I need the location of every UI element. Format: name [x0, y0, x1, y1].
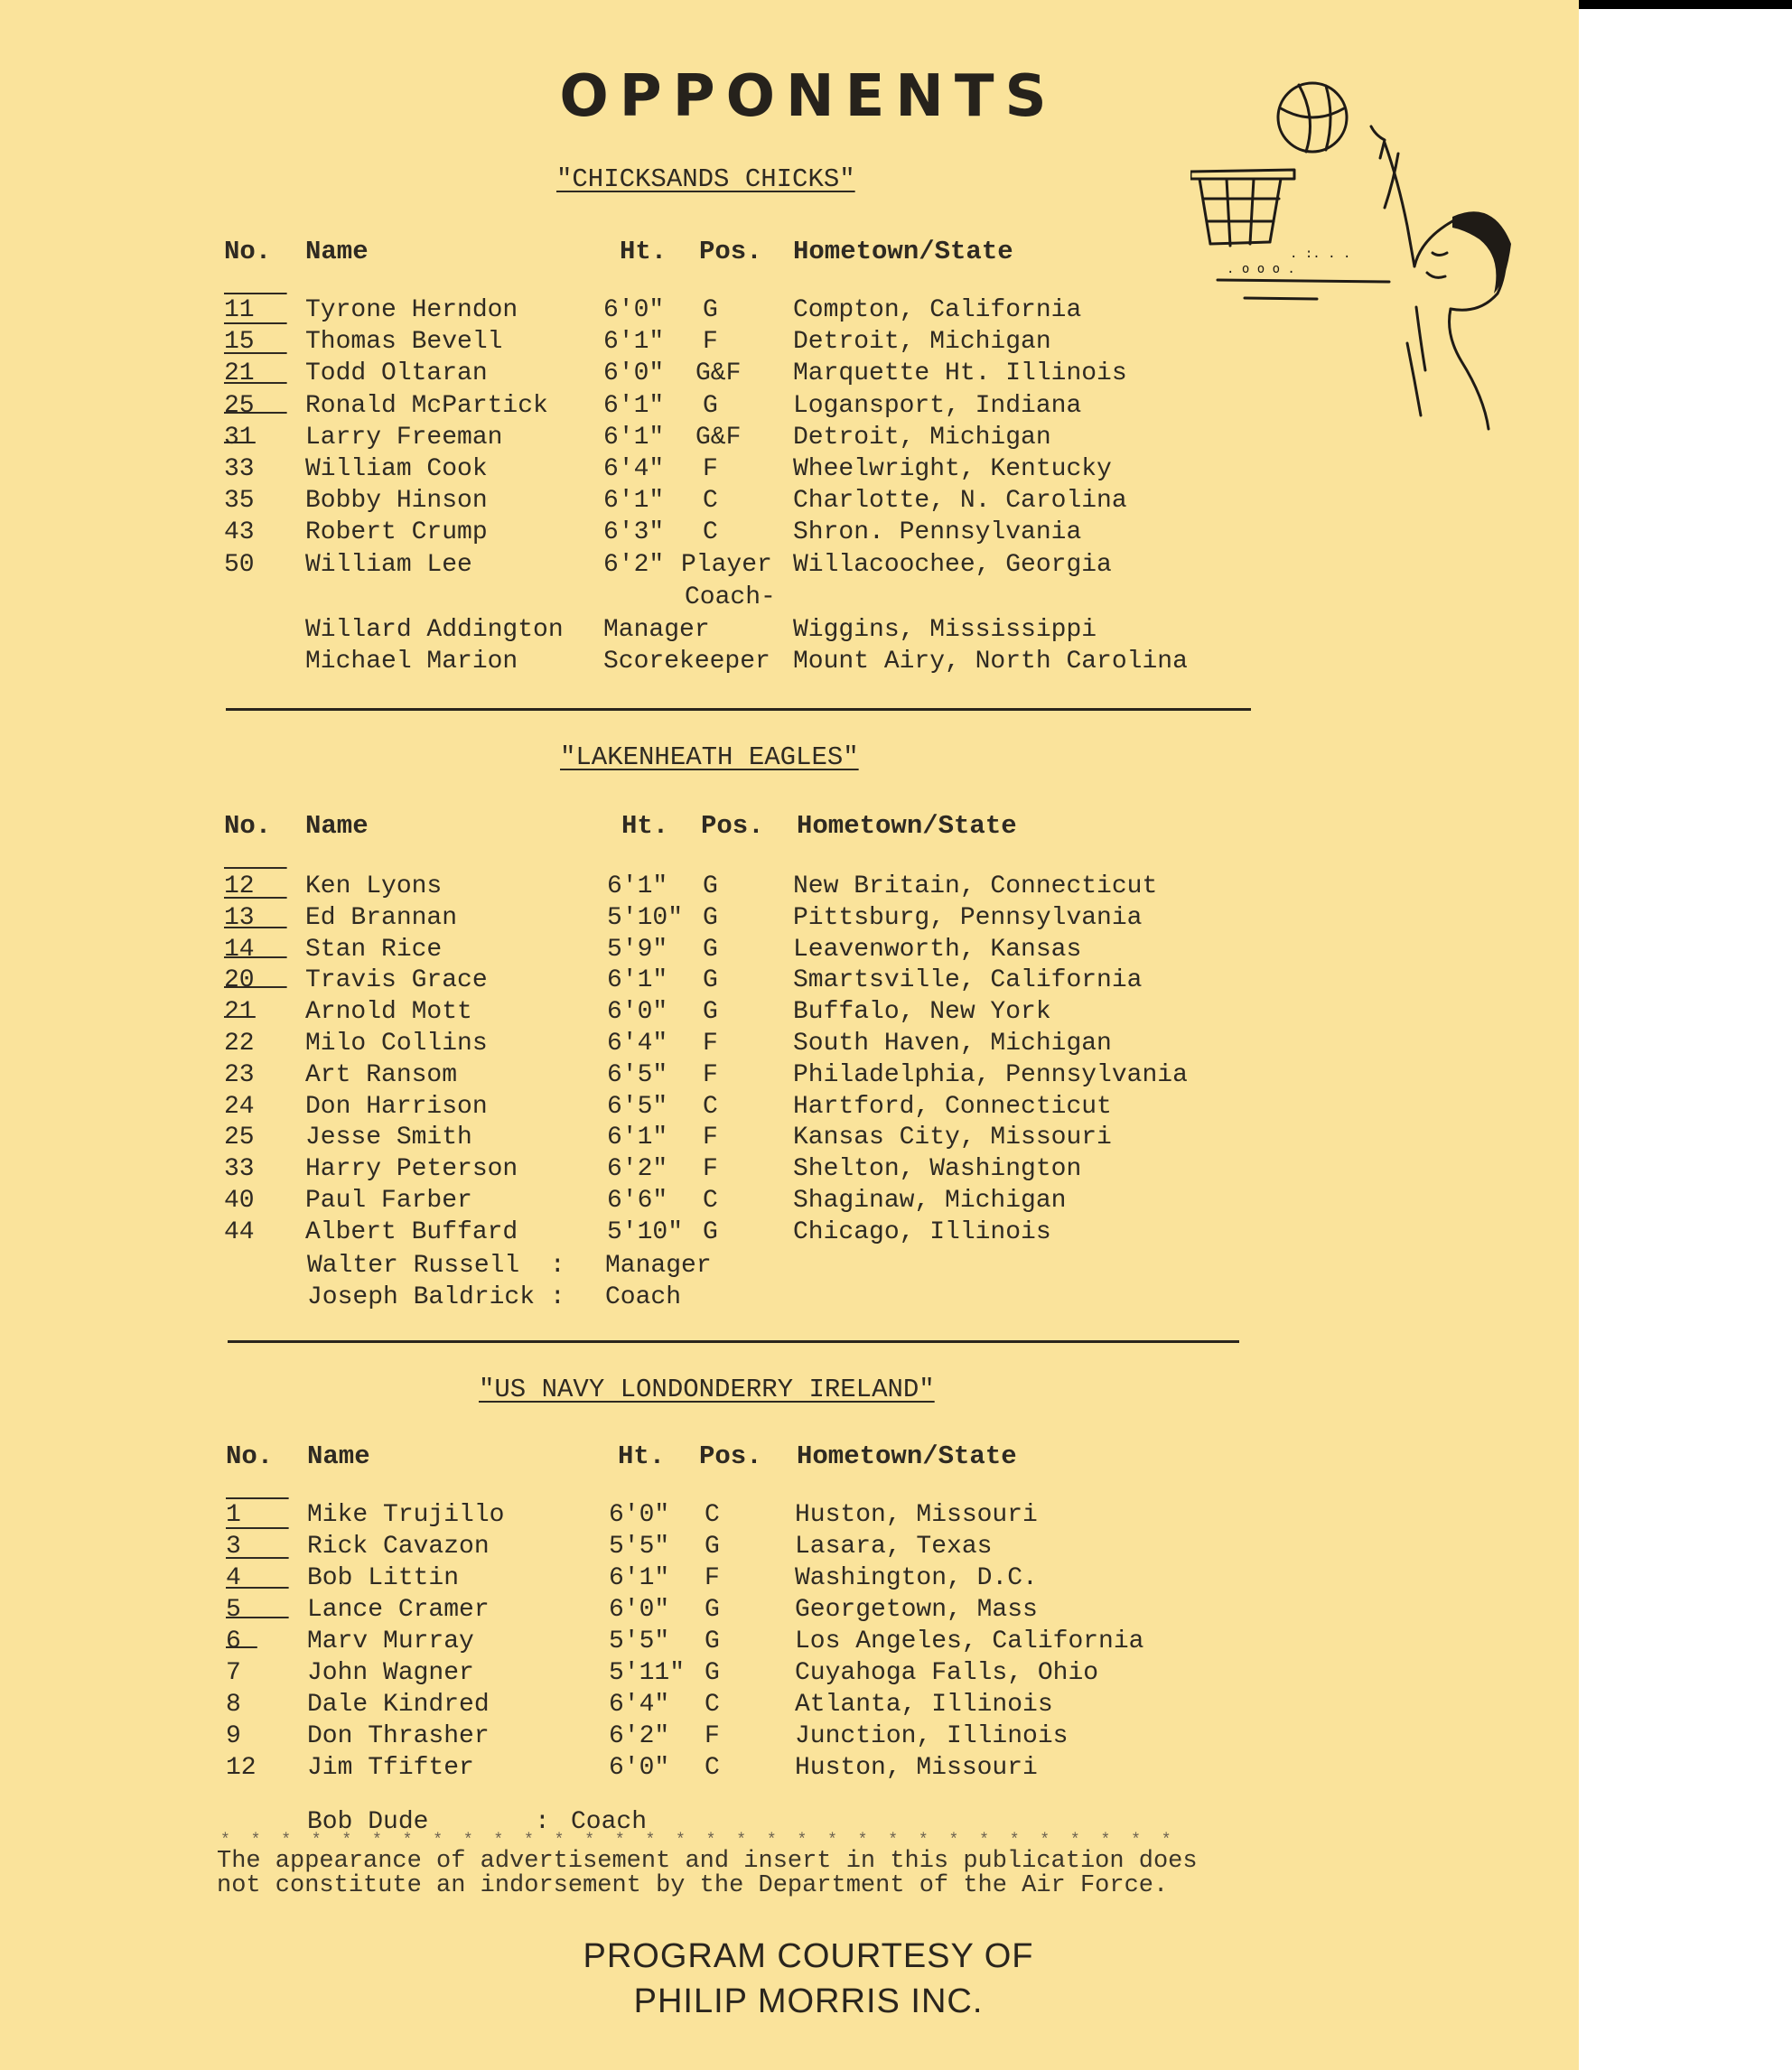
player-number: 25	[224, 1124, 255, 1152]
header-name: Name	[307, 1441, 370, 1471]
staff-row	[224, 616, 1218, 648]
table-row	[224, 328, 1218, 360]
staff-row	[224, 648, 1218, 680]
player-number: 24	[224, 1092, 255, 1121]
player-name: Art Ransom	[305, 1060, 458, 1089]
staff-name: Willard Addington	[305, 616, 564, 644]
player-number: 22	[224, 1030, 255, 1058]
player-name: Albert Buffard	[305, 1217, 518, 1246]
player-name: Don Harrison	[305, 1092, 488, 1121]
team-title-us-navy: "US NAVY LONDONDERRY IRELAND"	[479, 1375, 935, 1404]
table-row	[224, 455, 1218, 488]
player-hometown: South Haven, Michigan	[793, 1030, 1112, 1058]
player-hometown: Georgetown, Mass	[795, 1596, 1038, 1624]
player-position: C	[703, 1187, 718, 1215]
player-height: 6'4"	[609, 1691, 670, 1719]
player-number: 12	[226, 1754, 257, 1782]
header-name: Name	[305, 811, 369, 841]
player-number: 43	[224, 518, 255, 547]
player-position: C	[703, 487, 718, 516]
player-height: 6'0"	[603, 296, 665, 324]
player-position: G	[703, 391, 718, 420]
staff-role: Coach	[605, 1283, 682, 1311]
courtesy-sponsor: PHILIP MORRIS INC.	[633, 1982, 984, 2020]
player-hometown: Huston, Missouri	[795, 1754, 1038, 1782]
player-position: F	[703, 455, 718, 483]
player-name: Milo Collins	[305, 1030, 488, 1058]
staff-row	[226, 1283, 1219, 1316]
player-hometown: Detroit, Michigan	[793, 423, 1051, 452]
coach-line	[224, 583, 1037, 616]
table-row	[226, 1659, 1219, 1692]
player-height: 6'0"	[609, 1596, 670, 1624]
player-height: 6'1"	[607, 872, 668, 900]
player-height: 6'1"	[603, 328, 665, 357]
player-number: 6	[226, 1627, 241, 1655]
table-row	[226, 1564, 1219, 1597]
staff-row	[226, 1252, 1219, 1284]
player-hometown: Compton, California	[793, 296, 1082, 324]
basketball-player-illustration	[1190, 72, 1516, 434]
player-height: 5'10"	[607, 903, 684, 932]
player-height: 6'0"	[609, 1754, 670, 1782]
player-name: Ed Brannan	[305, 903, 458, 932]
player-position: G	[703, 935, 718, 964]
player-hometown: Charlotte, N. Carolina	[793, 487, 1127, 516]
player-position: G	[703, 998, 718, 1027]
player-height: 5'5"	[609, 1533, 670, 1561]
player-hometown: Philadelphia, Pennsylvania	[793, 1060, 1188, 1089]
header-no: No.	[226, 1441, 274, 1471]
svg-text:. o o o .: . o o o .	[1227, 262, 1295, 276]
player-number: 7	[226, 1659, 241, 1687]
player-name: Tyrone Herndon	[305, 296, 518, 324]
player-number: 21	[224, 998, 255, 1027]
header-no: No.	[224, 237, 272, 266]
courtesy-line: PROGRAM COURTESY OF	[583, 1937, 1034, 1975]
page-title: OPPONENTS	[559, 63, 1058, 130]
table-row	[226, 1691, 1219, 1723]
player-height: 6'0"	[609, 1501, 670, 1529]
header-pos: Pos.	[699, 237, 762, 266]
table-row	[224, 1187, 1218, 1219]
player-hometown: Kansas City, Missouri	[793, 1124, 1112, 1152]
player-height: 6'3"	[603, 518, 665, 547]
player-number: 13	[224, 903, 255, 932]
table-row	[224, 998, 1218, 1030]
player-number: 9	[226, 1722, 241, 1750]
player-hometown: Shron. Pennsylvania	[793, 518, 1082, 547]
player-number: 12	[224, 872, 255, 900]
staff-role: Coach	[571, 1808, 648, 1836]
player-position: C	[705, 1501, 720, 1529]
player-hometown: Smartsville, California	[793, 966, 1143, 995]
coach-label: Coach-	[685, 583, 776, 611]
player-position: F	[703, 1155, 718, 1184]
player-hometown: Wheelwright, Kentucky	[793, 455, 1112, 483]
player-number: 3	[226, 1533, 241, 1561]
player-position: G	[705, 1596, 720, 1624]
table-row	[224, 424, 1218, 456]
header-home: Hometown/State	[793, 237, 1013, 266]
header-ht: Ht.	[620, 237, 667, 266]
table-row	[224, 966, 1218, 999]
player-hometown: New Britain, Connecticut	[793, 872, 1158, 900]
player-height: 5'9"	[607, 935, 668, 964]
player-position: G&F	[695, 423, 742, 452]
player-position: G	[703, 872, 718, 900]
table-row	[224, 359, 1218, 392]
table-row	[226, 1533, 1219, 1565]
header-no: No.	[224, 811, 272, 841]
table-row	[224, 487, 1218, 519]
table-row	[224, 296, 1218, 329]
table-row	[224, 936, 1218, 968]
staff-role: Manager	[603, 616, 710, 644]
player-hometown: Hartford, Connecticut	[793, 1092, 1112, 1121]
header-ht: Ht.	[621, 811, 669, 841]
player-height: 6'6"	[607, 1187, 668, 1215]
player-number: 5	[226, 1596, 241, 1624]
player-number: 4	[226, 1564, 241, 1592]
table-row	[226, 1722, 1219, 1755]
player-hometown: Atlanta, Illinois	[795, 1691, 1053, 1719]
player-number: 50	[224, 550, 255, 579]
disclaimer-line: The appearance of advertisement and insert in this publication does	[217, 1848, 1198, 1875]
header-ht: Ht.	[618, 1441, 666, 1471]
player-position: F	[705, 1564, 720, 1592]
player-number: 8	[226, 1691, 241, 1719]
player-name: Todd Oltaran	[305, 359, 488, 388]
player-height: 6'1"	[607, 966, 668, 995]
player-name: Lance Cramer	[307, 1596, 490, 1624]
player-height: 6'1"	[603, 487, 665, 516]
player-number: 33	[224, 1155, 255, 1184]
player-name: Mike Trujillo	[307, 1501, 505, 1529]
staff-name: Walter Russell :	[307, 1252, 565, 1280]
player-name: Ken Lyons	[305, 872, 443, 900]
player-position: G	[703, 966, 718, 995]
player-hometown: Logansport, Indiana	[793, 391, 1082, 420]
staff-role: Manager	[605, 1252, 712, 1280]
table-row	[226, 1627, 1219, 1660]
player-height: 5'11"	[609, 1659, 686, 1687]
player-name: Travis Grace	[305, 966, 488, 995]
player-position: C	[703, 1092, 718, 1121]
player-number: 40	[224, 1187, 255, 1215]
player-position: F	[703, 1060, 718, 1089]
player-name: William Lee	[305, 550, 472, 579]
header-pos: Pos.	[701, 811, 764, 841]
table-row	[224, 904, 1218, 937]
player-name: Jim Tfifter	[307, 1754, 474, 1782]
player-name: Dale Kindred	[307, 1691, 490, 1719]
disclaimer-line: not constitute an indorsement by the Department of the Air Force.	[217, 1872, 1169, 1899]
player-position: G	[705, 1627, 720, 1655]
player-height: 6'1"	[603, 423, 665, 452]
player-name: John Wagner	[307, 1659, 474, 1687]
player-hometown: Willacoochee, Georgia	[793, 550, 1112, 579]
table-row	[226, 1501, 1219, 1534]
player-position: F	[703, 1124, 718, 1152]
table-row	[226, 1596, 1219, 1628]
header-pos: Pos.	[699, 1441, 762, 1471]
player-height: 6'4"	[607, 1030, 668, 1058]
player-name: Don Thrasher	[307, 1722, 490, 1750]
player-number: 14	[224, 935, 255, 964]
player-name: Thomas Bevell	[305, 328, 503, 357]
player-hometown: Shelton, Washington	[793, 1155, 1082, 1184]
player-hometown: Los Angeles, California	[795, 1627, 1144, 1655]
player-position: G	[705, 1659, 720, 1687]
player-position: G	[703, 903, 718, 932]
player-height: 6'1"	[609, 1564, 670, 1592]
player-name: Stan Rice	[305, 935, 443, 964]
player-hometown: Lasara, Texas	[795, 1533, 993, 1561]
table-row	[224, 392, 1218, 424]
player-height: 6'2"	[609, 1722, 670, 1750]
player-name: Harry Peterson	[305, 1155, 518, 1184]
player-number: 31	[224, 423, 255, 452]
player-name: Rick Cavazon	[307, 1533, 490, 1561]
player-number: 25	[224, 391, 255, 420]
player-name: Robert Crump	[305, 518, 488, 547]
player-number: 15	[224, 328, 255, 357]
player-name: Jesse Smith	[305, 1124, 472, 1152]
team-title-lakenheath: "LAKENHEATH EAGLES"	[560, 742, 859, 772]
player-hometown: Chicago, Illinois	[793, 1217, 1051, 1246]
player-hometown: Detroit, Michigan	[793, 328, 1051, 357]
player-position: F	[705, 1722, 720, 1750]
player-number: 1	[226, 1501, 241, 1529]
divider	[226, 708, 1251, 711]
player-hometown: Marquette Ht. Illinois	[793, 359, 1127, 388]
staff-name: Michael Marion	[305, 648, 518, 676]
table-row	[224, 1155, 1218, 1188]
disclaimer	[217, 1850, 1198, 1898]
player-height: 6'5"	[607, 1060, 668, 1089]
player-position: C	[705, 1754, 720, 1782]
player-name: Larry Freeman	[305, 423, 503, 452]
table-row	[224, 1093, 1218, 1125]
player-number: 35	[224, 487, 255, 516]
player-number: 23	[224, 1060, 255, 1089]
player-height: 6'0"	[607, 998, 668, 1027]
player-name: Paul Farber	[305, 1187, 472, 1215]
staff-name: Bob Dude :	[307, 1808, 550, 1836]
player-height: 6'0"	[603, 359, 665, 388]
player-hometown: Pittsburg, Pennsylvania	[793, 903, 1143, 932]
player-name: Marv Murray	[307, 1627, 474, 1655]
player-hometown: Cuyahoga Falls, Ohio	[795, 1659, 1099, 1687]
player-name: Bobby Hinson	[305, 487, 488, 516]
player-position: G	[703, 1217, 718, 1246]
table-row	[224, 518, 1218, 551]
player-name: William Cook	[305, 455, 488, 483]
player-position: G	[705, 1533, 720, 1561]
staff-hometown: Wiggins, Mississippi	[793, 616, 1097, 644]
table-row	[224, 1030, 1218, 1062]
player-name: Arnold Mott	[305, 998, 472, 1027]
player-position: C	[705, 1691, 720, 1719]
player-hometown: Buffalo, New York	[793, 998, 1051, 1027]
player-hometown: Junction, Illinois	[795, 1722, 1069, 1750]
player-number: 11	[224, 296, 255, 324]
staff-name: Joseph Baldrick :	[307, 1283, 565, 1311]
player-number: 20	[224, 966, 255, 995]
scan-edge	[1579, 0, 1792, 9]
team-title-chicksands: "CHICKSANDS CHICKS"	[556, 164, 855, 194]
player-hometown: Huston, Missouri	[795, 1501, 1038, 1529]
header-home: Hometown/State	[797, 811, 1017, 841]
player-height: 6'2"	[607, 1155, 668, 1184]
staff-hometown: Mount Airy, North Carolina	[793, 648, 1188, 676]
star-divider: * * * * * * * * * * * * * * * * * * * * * * * * * * * * * * * *	[220, 1832, 1177, 1850]
player-position: F	[703, 1030, 718, 1058]
player-height: 5'10"	[607, 1217, 684, 1246]
player-number: 21	[224, 359, 255, 388]
table-row	[226, 1754, 1219, 1786]
svg-text:. :. . .: . :. . .	[1290, 247, 1351, 261]
player-height: 6'2"	[603, 550, 665, 579]
player-position: G&F	[695, 359, 742, 388]
player-position: F	[703, 328, 718, 357]
player-height: 6'1"	[603, 391, 665, 420]
player-position: C	[703, 518, 718, 547]
player-position: Player	[681, 550, 772, 579]
player-number: 33	[224, 455, 255, 483]
player-position: G	[703, 296, 718, 324]
table-row	[224, 1061, 1218, 1094]
player-height: 6'4"	[603, 455, 665, 483]
player-hometown: Leavenworth, Kansas	[793, 935, 1082, 964]
divider	[228, 1340, 1239, 1343]
table-row	[224, 872, 1218, 905]
staff-role: Scorekeeper	[603, 648, 770, 676]
player-height: 6'1"	[607, 1124, 668, 1152]
table-row	[224, 1124, 1218, 1156]
player-height: 5'5"	[609, 1627, 670, 1655]
player-name: Ronald McPartick	[305, 391, 548, 420]
player-number: 44	[224, 1217, 255, 1246]
header-name: Name	[305, 237, 369, 266]
table-row	[224, 1218, 1218, 1251]
player-hometown: Shaginaw, Michigan	[793, 1187, 1067, 1215]
header-home: Hometown/State	[797, 1441, 1017, 1471]
player-hometown: Washington, D.C.	[795, 1564, 1038, 1592]
player-name: Bob Littin	[307, 1564, 460, 1592]
table-row	[224, 551, 1218, 583]
player-height: 6'5"	[607, 1092, 668, 1121]
